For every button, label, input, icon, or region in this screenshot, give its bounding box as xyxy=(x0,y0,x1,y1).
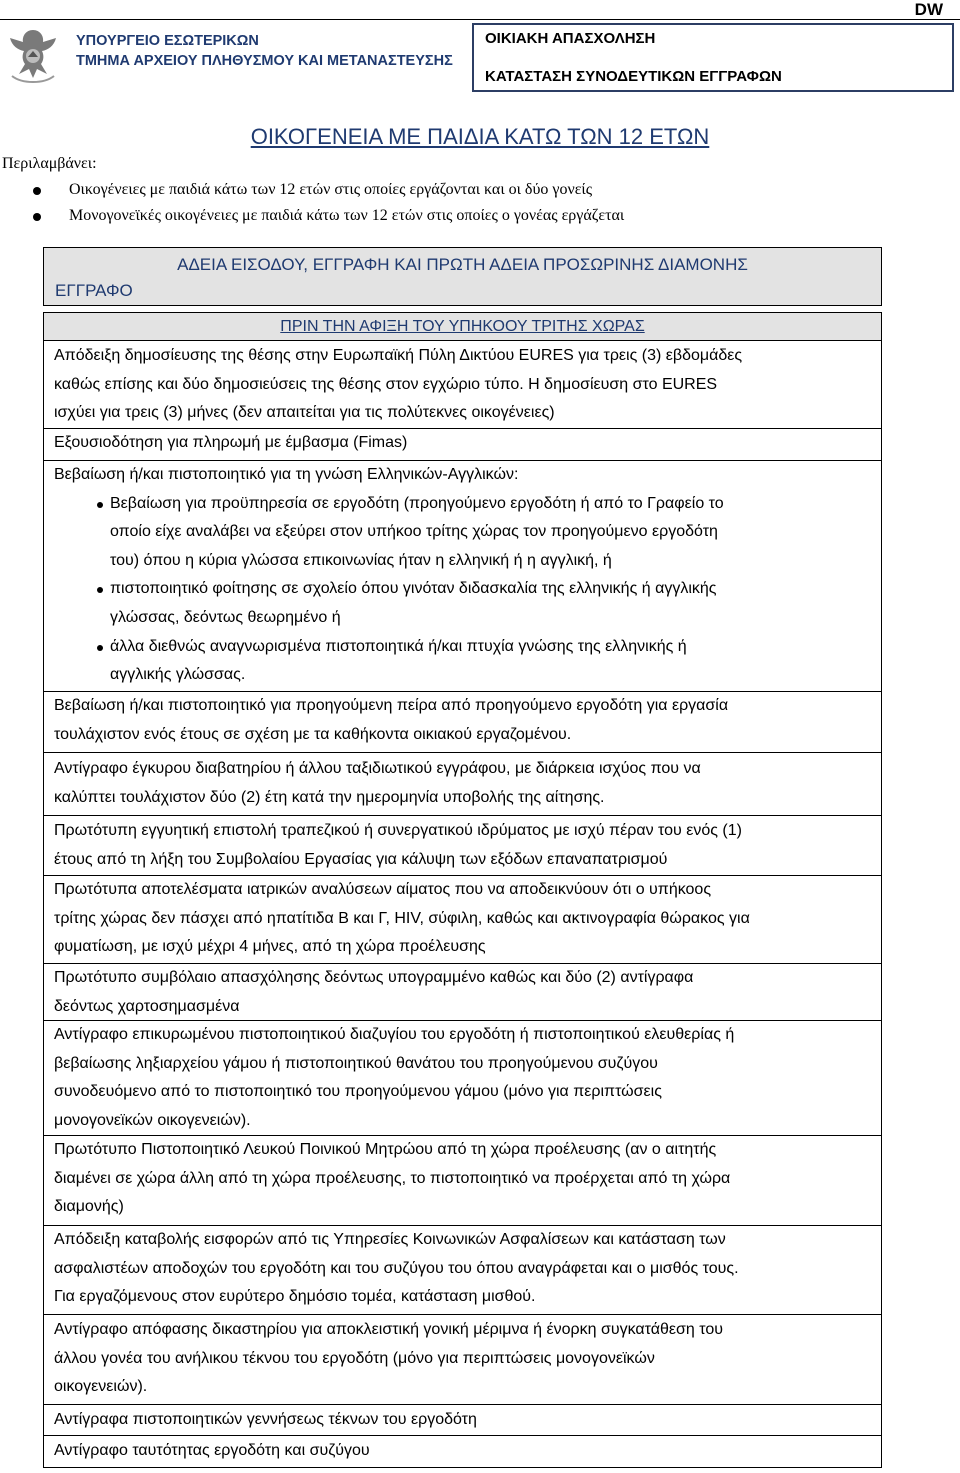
list-item xyxy=(54,575,881,604)
header-rule xyxy=(0,19,960,20)
row-text: Πρωτότυπο Πιστοποιητικό Λευκού Ποινικού Μητρώου από τη χώρα προέλευσης (αν ο αιτητής xyxy=(54,1141,717,1158)
list-item-text: αγγλικής γλώσσας. xyxy=(110,666,246,684)
list-item-text: πιστοποιητικό φοίτησης σε σχολείο όπου γινόταν διδασκαλία της ελληνικής ή αγγλικής xyxy=(110,580,717,598)
row-text: φυματίωση, με ισχύ μέχρι 4 μήνες, από τη χώρα προέλευσης xyxy=(54,938,486,956)
row-text: Αντίγραφο απόφασης δικαστηρίου για αποκλειστική γονική μέριμνα ή ένορκη συγκατάθεση του xyxy=(54,1321,723,1338)
header-box xyxy=(472,23,954,92)
row-text: Βεβαίωση ή/και πιστοποιητικό για προηγούμενη πείρα από προηγούμενο εργοδότη για εργασία xyxy=(54,697,729,714)
row-text: Πρωτότυπο συμβόλαιο απασχόλησης δεόντως υπογραμμένο καθώς και δύο (2) αντίγραφα xyxy=(54,969,694,986)
row-text: Πρωτότυπα αποτελέσματα ιατρικών αναλύσεων αίματος που να αποδεικνύουν ότι ο υπήκοος xyxy=(54,881,712,898)
ministry-name xyxy=(76,31,453,71)
section-heading: ΑΔΕΙΑ ΕΙΣΟΔΟΥ, ΕΓΓΡΑΦΗ ΚΑΙ ΠΡΩΤΗ ΑΔΕΙΑ ΠΡΟΣΩΡΙΝΗΣ ΔΙΑΜΟΝΗΣ xyxy=(177,255,748,274)
list-item-text: Οικογένειες με παιδιά κάτω των 12 ετών στις οποίες εργάζονται και οι δύο γονείς xyxy=(69,181,593,198)
subsection-header xyxy=(43,312,882,341)
table-row xyxy=(43,1021,882,1136)
table-row xyxy=(43,876,882,964)
row-text: Αντίγραφα πιστοποιητικών γεννήσεως τέκνων του εργοδότη xyxy=(54,1411,477,1428)
row-text: βεβαίωσης ληξιαρχείου γάμου ή πιστοποιητικού θανάτου του προηγούμενου συζύγου xyxy=(54,1054,658,1072)
row-text: Πρωτότυπη εγγυητική επιστολή τραπεζικού ή συνεργατικού ιδρύματος με ισχύ πέραν του ενός (1) xyxy=(54,822,742,839)
list-item-text: γλώσσας, δεόντως θεωρημένο ή xyxy=(110,608,341,626)
row-text: Απόδειξη δημοσίευσης της θέσης στην Ευρωπαϊκή Πύλη Δικτύου EURES για τρεις (3) εβδομάδες xyxy=(54,347,743,364)
row-text: συνοδευόμενο από το πιστοποιητικό του προηγούμενου γάμου (μόνο για περιπτώσεις xyxy=(54,1083,662,1101)
table-row xyxy=(43,753,882,816)
row-text: τουλάχιστον ενός έτους σε σχέση με τα καθήκοντα οικιακού εργαζομένου. xyxy=(54,725,572,743)
section-header xyxy=(43,247,882,306)
list-item xyxy=(54,633,881,662)
table-row xyxy=(43,1436,882,1468)
row-text: Αντίγραφο επικυρωμένου πιστοποιητικού διαζυγίου του εργοδότη ή πιστοποιητικού ελευθερίας ή xyxy=(54,1026,735,1043)
list-item-text: οποίο είχε αναλάβει να εξεύρει στον υπήκοο τρίτης χώρας τον προηγούμενο εργοδότη xyxy=(110,523,718,541)
subsection-heading: ΠΡΙΝ ΤΗΝ ΑΦΙΞΗ ΤΟΥ ΥΠΗΚΟΟΥ ΤΡΙΤΗΣ ΧΩΡΑΣ xyxy=(280,318,645,335)
row-text: ασφαλιστέων αποδοχών του εργοδότη και του συζύγου του όπου αναγράφεται και ο μισθός τους. xyxy=(54,1259,739,1277)
row-text: δεόντως χαρτοσημασμένα xyxy=(54,997,240,1015)
table-row xyxy=(43,692,882,753)
header-box-line-2: ΚΑΤΑΣΤΑΣΗ ΣΥΝΟΔΕΥΤΙΚΩΝ ΕΓΓΡΑΦΩΝ xyxy=(485,68,782,85)
row-text: καθώς επίσης και δύο δημοσιεύσεις της θέσης στον εγχώριο τύπο. Η δημοσίευση στο EURES xyxy=(54,375,718,393)
list-item-text: άλλα διεθνώς αναγνωρισμένα πιστοποιητικά ή/και πτυχία γνώσης της ελληνικής ή xyxy=(110,637,687,655)
row-text: Εξουσιοδότηση για πληρωμή με έμβασμα (Fimas) xyxy=(54,434,408,451)
header-box-line-1: ΟΙΚΙΑΚΗ ΑΠΑΣΧΟΛΗΣΗ xyxy=(485,30,656,47)
table-row xyxy=(43,429,882,461)
includes-label: Περιλαμβάνει: xyxy=(2,155,97,172)
document-code: DW xyxy=(914,0,943,19)
row-text: τρίτης χώρας δεν πάσχει από ηπατίτιδα Β και Γ, HIV, σύφιλη, καθώς και ακτινογραφία θώρακος για xyxy=(54,909,750,927)
table-row xyxy=(43,964,882,1021)
list-item-text: Μονογονεϊκές οικογένειες με παιδιά κάτω των 12 ετών στις οποίες ο γονέας εργάζεται xyxy=(69,207,625,224)
page-title: ΟΙΚΟΓΕΝΕΙΑ ΜΕ ΠΑΙΔΙΑ ΚΑΤΩ ΤΩΝ 12 ΕΤΩΝ xyxy=(250,124,710,149)
list-item-text: του) όπου η κύρια γλώσσα επικοινωνίας ήταν η ελληνική ή η αγγλική, ή xyxy=(110,551,612,569)
row-text: Αντίγραφο έγκυρου διαβατηρίου ή άλλου ταξιδιωτικού εγγράφου, με διάρκεια ισχύος που να xyxy=(54,760,701,777)
row-text: Για εργαζόμενους στον ευρύτερο δημόσιο τομέα, κατάσταση μισθού. xyxy=(54,1288,536,1306)
table-row xyxy=(43,1226,882,1315)
row-text: Βεβαίωση ή/και πιστοποιητικό για τη γνώση Ελληνικών-Αγγλικών: xyxy=(54,466,519,483)
table-row xyxy=(43,1405,882,1436)
table-row xyxy=(43,461,882,692)
bullet-icon xyxy=(33,187,41,195)
list-item xyxy=(54,490,881,519)
cyprus-emblem-icon xyxy=(2,24,64,86)
bullet-icon xyxy=(33,213,41,221)
row-text: καλύπτει τουλάχιστον δύο (2) έτη κατά την ημερομηνία υποβολής της αίτησης. xyxy=(54,788,605,806)
row-text: ισχύει για τρεις (3) μήνες (δεν απαιτείται για τις πολύτεκνες οικογένειες) xyxy=(54,404,555,422)
table-row xyxy=(43,341,882,429)
row-text: Αντίγραφο ταυτότητας εργοδότη και συζύγου xyxy=(54,1442,370,1459)
row-text: έτους από τη λήξη του Συμβολαίου Εργασίας για κάλυψη των εξόδων επαναπατρισμού xyxy=(54,850,668,868)
row-text: άλλου γονέα του ανήλικου τέκνου του εργοδότη (μόνο για περιπτώσεις μονογονεϊκών xyxy=(54,1349,655,1367)
row-text: Απόδειξη καταβολής εισφορών από τις Υπηρεσίες Κοινωνικών Ασφαλίσεων και κατάσταση των xyxy=(54,1231,726,1248)
bullet-icon xyxy=(97,645,103,651)
bullet-icon xyxy=(97,502,103,508)
list-item-text: Βεβαίωση για προϋπηρεσία σε εργοδότη (προηγούμενο εργοδότη ή από το Γραφείο το xyxy=(110,494,724,512)
table-row xyxy=(43,1136,882,1226)
row-text: οικογενειών). xyxy=(54,1378,148,1396)
row-text: διαμονής) xyxy=(54,1198,124,1216)
table-row xyxy=(43,816,882,876)
bullet-icon xyxy=(97,587,103,593)
column-label: ΕΓΓΡΑΦΟ xyxy=(55,281,133,300)
table-row xyxy=(43,1315,882,1405)
row-text: μονογονεϊκών οικογενειών). xyxy=(54,1111,251,1129)
row-text: διαμένει σε χώρα άλλη από τη χώρα προέλευσης, το πιστοποιητικό να προέρχεται από τη χώρα xyxy=(54,1169,731,1187)
ministry-line-2: ΤΜΗΜΑ ΑΡΧΕΙΟΥ ΠΛΗΘΥΣΜΟΥ ΚΑΙ ΜΕΤΑΝΑΣΤΕΥΣΗΣ xyxy=(76,53,453,69)
ministry-line-1: ΥΠΟΥΡΓΕΙΟ ΕΣΩΤΕΡΙΚΩΝ xyxy=(76,33,259,49)
